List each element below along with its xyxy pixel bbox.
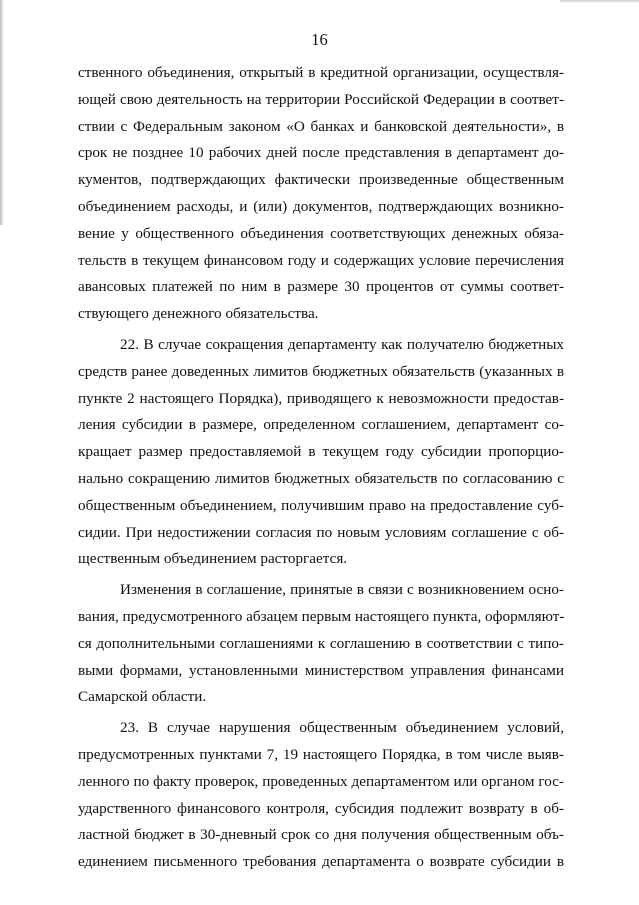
text-line: общественным объединением, получившим право на предоставление суб- xyxy=(78,496,564,514)
text-line: предусмотренных пунктами 7, 19 настоящего Порядка, в том числе выяв- xyxy=(78,745,564,763)
text-line: ся дополнительными соглашениями к соглашению в соответствии с типо- xyxy=(78,634,564,652)
text-line: средств ранее доведенных лимитов бюджетных обязательств (указанных в xyxy=(78,362,564,380)
text-line: ствии с Федеральным законом «О банках и банковской деятельности», в xyxy=(78,117,564,135)
paragraph-22-start: 22. В случае сокращения департаменту как получателю бюджетных xyxy=(120,335,564,353)
text-line: единением письменного требования департамента о возврате субсидии в xyxy=(78,853,564,871)
text-line: ленного по факту проверок, проведенных департаментом или органом гос- xyxy=(78,772,564,790)
text-line: кращает размер предоставляемой в текущем году субсидии пропорцио- xyxy=(78,443,564,461)
text-line: нально сокращению лимитов бюджетных обязательств по согласованию с xyxy=(78,469,564,487)
paragraph-23-start: 23. В случае нарушения общественным объединением условий, xyxy=(120,719,564,737)
text-line: ствующего денежного обязательства. xyxy=(78,305,319,323)
document-body xyxy=(78,60,564,876)
text-line: вания, предусмотренного абзацем первым настоящего пункта, оформляют- xyxy=(78,607,565,625)
text-line: ления субсидии в размере, определенном соглашением, департамент со- xyxy=(78,416,564,434)
text-line: объединением расходы, и (или) документов, подтверждающих возникно- xyxy=(78,197,564,215)
text-line: авансовых платежей по ним в размере 30 процентов от суммы соответ- xyxy=(78,278,564,296)
text-line: ственного объединения, открытый в кредитной организации, осуществля- xyxy=(78,64,564,81)
text-line: щественным объединением расторгается. xyxy=(78,550,348,568)
text-line: кументов, подтверждающих фактически произведенные общественным xyxy=(78,171,564,189)
text-line: пункте 2 настоящего Порядка), приводящего к невозможности предостав- xyxy=(78,389,564,407)
text-line: ластной бюджет в 30-дневный срок со дня получения общественным объ- xyxy=(78,826,564,844)
text-line: ударственного финансового контроля, субсидия подлежит возврату в об- xyxy=(78,799,564,817)
text-line: сидии. При недостижении согласия по новым условиям соглашение с об- xyxy=(78,523,564,541)
text-line: Самарской области. xyxy=(78,688,207,706)
text-line: тельств в текущем финансовом году и содержащих условие перечисления xyxy=(78,251,564,269)
text-line: вение у общественного объединения соответствующих денежных обяза- xyxy=(78,224,564,242)
page-number: 16 xyxy=(311,30,328,49)
text-line: выми формами, установленными министерством управления финансами xyxy=(78,661,564,679)
paragraph-amendments-start: Изменения в соглашение, принятые в связи с возникновением осно- xyxy=(120,581,564,599)
text-line: срок не позднее 10 рабочих дней после представления в департамент до- xyxy=(78,144,564,162)
text-line: ющей свою деятельность на территории Российской Федерации в соответ- xyxy=(78,90,564,108)
scan-shadow-top xyxy=(560,0,639,3)
